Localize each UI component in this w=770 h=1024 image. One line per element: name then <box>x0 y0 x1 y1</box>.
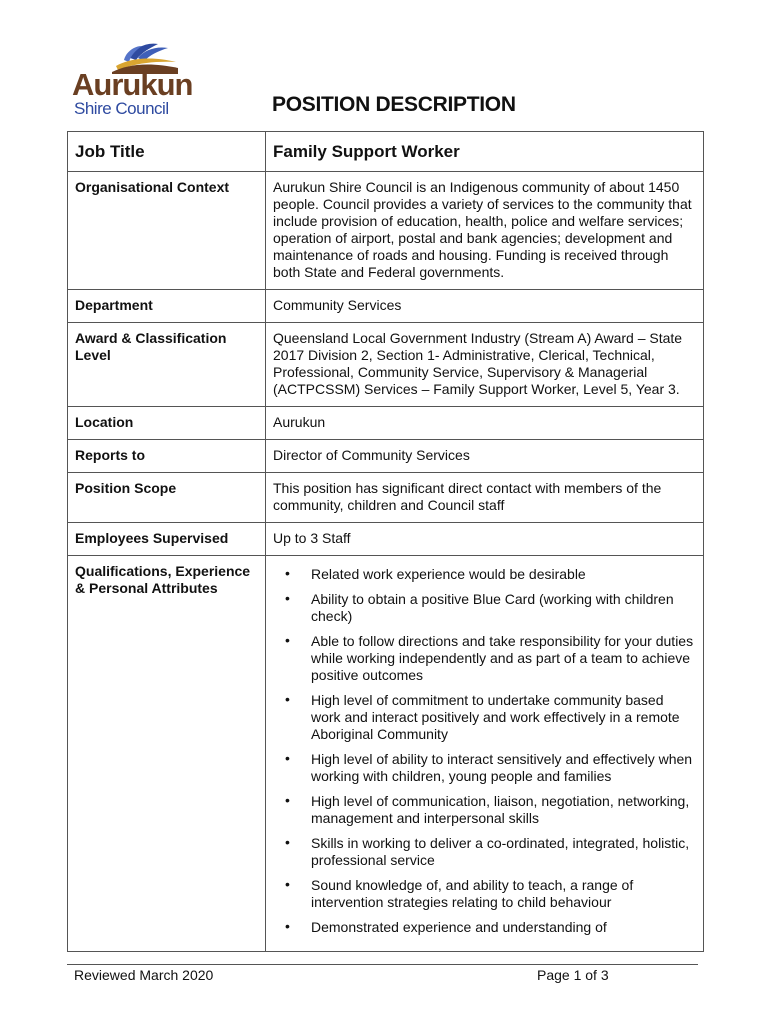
list-item <box>273 876 695 911</box>
bullet-icon: • <box>285 691 290 707</box>
row-value-qualifications <box>266 556 704 952</box>
row-value-award: Queensland Local Government Industry (Stream A) Award – State 2017 Division 2, Section 1- Administrative, Clerical, Technical, Professional, Community Service, Supervisory & Managerial (ACTPCSSM) Services – Family Support Worker, Level 5, Year 3. <box>266 323 704 407</box>
qualifications-list <box>273 565 695 936</box>
council-logo <box>72 40 197 120</box>
bullet-icon: • <box>285 918 290 934</box>
list-item <box>273 691 695 743</box>
list-item <box>273 632 695 684</box>
row-value-department: Community Services <box>266 290 704 323</box>
list-item-text: Sound knowledge of, and ability to teach, a range of intervention strategies relating to child behaviour <box>311 877 634 910</box>
table-row <box>68 523 704 556</box>
row-label-award: Award & Classification Level <box>68 323 266 407</box>
row-label-organisational-context: Organisational Context <box>68 172 266 290</box>
footer-divider <box>67 964 698 965</box>
table-row <box>68 473 704 523</box>
footer-page-number: Page 1 of 3 <box>537 967 609 983</box>
row-value-organisational-context: Aurukun Shire Council is an Indigenous community of about 1450 people. Council provides a variety of services to the community that include provision of education, health, police and welfare services; operation of airport, postal and bank agencies; development and maintenance of roads and housing. Funding is received through both State and Federal governments. <box>266 172 704 290</box>
list-item-text: Ability to obtain a positive Blue Card (working with children check) <box>311 591 674 624</box>
row-value-employees-supervised: Up to 3 Staff <box>266 523 704 556</box>
bullet-icon: • <box>285 590 290 606</box>
table-row <box>68 290 704 323</box>
list-item-text: Related work experience would be desirable <box>311 566 586 582</box>
row-label-department: Department <box>68 290 266 323</box>
position-table <box>67 131 704 952</box>
list-item-text: High level of ability to interact sensitively and effectively when working with children, young people and families <box>311 751 693 784</box>
list-item-text: High level of commitment to undertake community based work and interact positively and work effectively in a remote Aboriginal Community <box>311 692 680 742</box>
table-row <box>68 132 704 172</box>
row-value-reports-to: Director of Community Services <box>266 440 704 473</box>
bullet-icon: • <box>285 565 290 581</box>
list-item-text: Skills in working to deliver a co-ordinated, integrated, holistic, professional service <box>311 835 690 868</box>
table-row <box>68 323 704 407</box>
list-item <box>273 918 695 936</box>
row-label-location: Location <box>68 407 266 440</box>
row-label-position-scope: Position Scope <box>68 473 266 523</box>
row-label-qualifications: Qualifications, Experience & Personal Attributes <box>68 556 266 952</box>
row-value-location: Aurukun <box>266 407 704 440</box>
row-label-reports-to: Reports to <box>68 440 266 473</box>
list-item <box>273 792 695 827</box>
bullet-icon: • <box>285 750 290 766</box>
row-label-employees-supervised: Employees Supervised <box>68 523 266 556</box>
logo-subtitle: Shire Council <box>74 99 169 118</box>
list-item-text: Able to follow directions and take responsibility for your duties while working independently and as part of a team to achieve positive outcomes <box>311 633 694 683</box>
list-item <box>273 834 695 869</box>
table-row <box>68 440 704 473</box>
logo-name: Aurukun <box>72 67 193 102</box>
table-row <box>68 407 704 440</box>
list-item <box>273 565 695 583</box>
table-row <box>68 556 704 952</box>
footer-reviewed: Reviewed March 2020 <box>74 967 214 983</box>
document-title: POSITION DESCRIPTION <box>272 93 516 116</box>
row-value-position-scope: This position has significant direct contact with members of the community, children and Council staff <box>266 473 704 523</box>
row-label-job-title: Job Title <box>68 132 266 172</box>
row-value-job-title: Family Support Worker <box>266 132 704 172</box>
list-item <box>273 750 695 785</box>
list-item-text: High level of communication, liaison, negotiation, networking, management and interpersonal skills <box>311 793 690 826</box>
bullet-icon: • <box>285 792 290 808</box>
list-item-text: Demonstrated experience and understanding of <box>311 919 607 935</box>
list-item <box>273 590 695 625</box>
bullet-icon: • <box>285 834 290 850</box>
bullet-icon: • <box>285 632 290 648</box>
table-row <box>68 172 704 290</box>
bullet-icon: • <box>285 876 290 892</box>
